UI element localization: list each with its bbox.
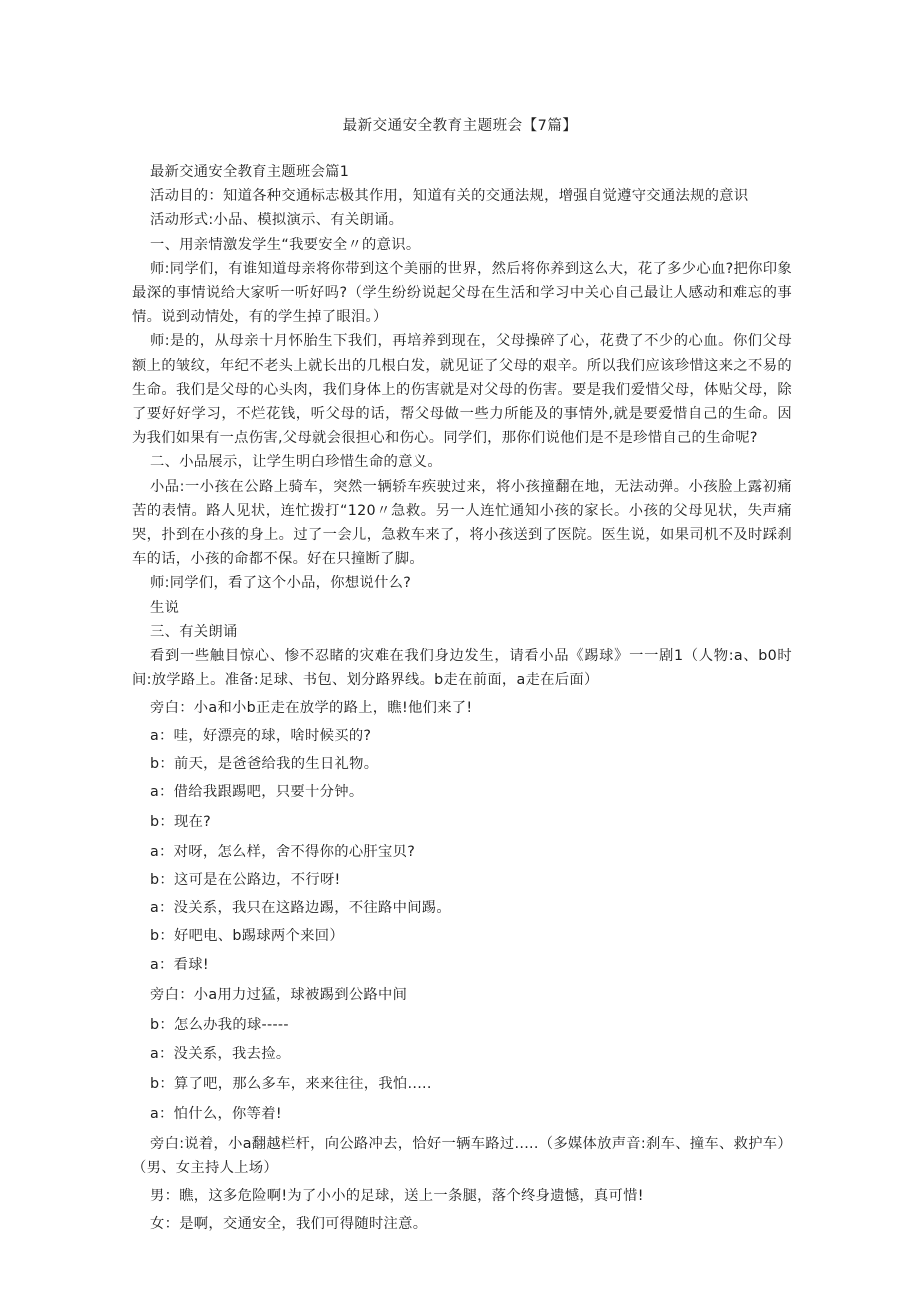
dialogue-line: b：怎么办我的球-----: [150, 1016, 289, 1033]
paragraph: 师:同学们，有谁知道母亲将你带到这个美丽的世界，然后将你养到这么大，花了多少心血?把你印象最深的事情说给大家听一听好吗?（学生纷纷说起父母在生活和学习中关心自己最让人感动和难忘的事情。说到动情处，有的学生掉了眼泪。）: [132, 260, 792, 326]
dialogue-line: 旁白：小a用力过猛，球被踢到公路中间: [150, 987, 408, 1004]
dialogue-line: a：对呀，怎么样，舍不得你的心肝宝贝?: [150, 843, 416, 860]
dialogue-line: a：看球!: [150, 957, 209, 974]
paragraph: 活动目的：知道各种交通标志极其作用，知道有关的交通法规，增强自觉遵守交通法规的意识: [150, 188, 749, 205]
dialogue-line: b：好吧电、b踢球两个来回）: [150, 927, 344, 944]
dialogue-line: 女：是啊，交通安全，我们可得随时注意。: [150, 1215, 428, 1232]
section-heading: 最新交通安全教育主题班会篇1: [150, 164, 350, 180]
paragraph: 生说: [150, 599, 180, 616]
dialogue-line: 旁白:说着，小a翻越栏杆，向公路冲去，恰好一辆车路过.....（多媒体放声音:刹车、撞车、救护车）（男、女主持人上场）: [132, 1135, 792, 1176]
dialogue-line: b：前天，是爸爸给我的生日礼物。: [150, 756, 379, 773]
paragraph: 师:是的，从母亲十月怀胎生下我们，再培养到现在，父母操碎了心，花费了不少的心血。你们父母额上的皱纹，年纪不老头上就长出的几根白发，就见证了父母的艰辛。所以我们应该珍惜这来之不易的生命。我们是父母的心头肉，我们身体上的伤害就是对父母的伤害。要是我们爱惜父母，体贴父母，除了要好好学习，不烂花钱，听父母的话，帮父母做一些力所能及的事情外,就是要爱惜自己的生命。因为我们如果有一点伤害,父母就会很担心和伤心。同学们，那你们说他们是不是珍惜自己的生命呢?: [132, 333, 792, 447]
dialogue-line: b：现在?: [150, 813, 212, 830]
paragraph: 师:同学们，看了这个小品，你想说什么?: [150, 575, 412, 592]
dialogue-line: a：没关系，我只在这路边踢，不往路中间踢。: [150, 899, 451, 916]
dialogue-line: 旁白：小a和小b正走在放学的路上，瞧!他们来了!: [150, 700, 473, 717]
dialogue-line: b：算了吧，那么多车，来来往往，我怕.....: [150, 1076, 432, 1093]
paragraph: 活动形式:小品、模拟演示、有关朗诵。: [150, 212, 404, 229]
document-title: 最新交通安全教育主题班会【7篇】: [342, 118, 578, 134]
dialogue-line: a：怕什么，你等着!: [150, 1105, 282, 1122]
dialogue-line: a：没关系，我去捡。: [150, 1046, 291, 1063]
dialogue-line: 男：瞧，这多危险啊!为了小小的足球，送上一条腿，落个终身遗憾，真可惜!: [150, 1187, 644, 1204]
paragraph: 二、小品展示，让学生明白珍惜生命的意义。: [150, 454, 442, 471]
paragraph: 一、用亲情激发学生“我要安全〃的意识。: [150, 236, 421, 253]
document-body: [132, 160, 792, 1236]
dialogue-line: b：这可是在公路边，不行呀!: [150, 871, 341, 888]
paragraph: 小品:一小孩在公路上骑车，突然一辆轿车疾驶过来，将小孩撞翻在地，无法动弹。小孩脸上露初痛苦的表情。路人见状，连忙拨打“120〃急救。另一人连忙通知小孩的家长。小孩的父母见状，失声痛哭，扑到在小孩的身上。过了一会儿，急救车来了，将小孩送到了医院。医生说，如果司机不及时踩刹车的话，小孩的命都不保。好在只撞断了脚。: [132, 478, 792, 568]
dialogue-line: a：借给我跟踢吧，只要十分钟。: [150, 784, 364, 801]
paragraph: 三、有关朗诵: [150, 623, 238, 640]
paragraph: 看到一些触目惊心、惨不忍睹的灾难在我们身边发生，请看小品《踢球》一一剧1（人物:a、b0时间:放学路上。准备:足球、书包、划分路界线。b走在前面，a走在后面）: [132, 648, 792, 689]
dialogue-line: a：哇，好漂亮的球，啥时候买的?: [150, 728, 372, 745]
